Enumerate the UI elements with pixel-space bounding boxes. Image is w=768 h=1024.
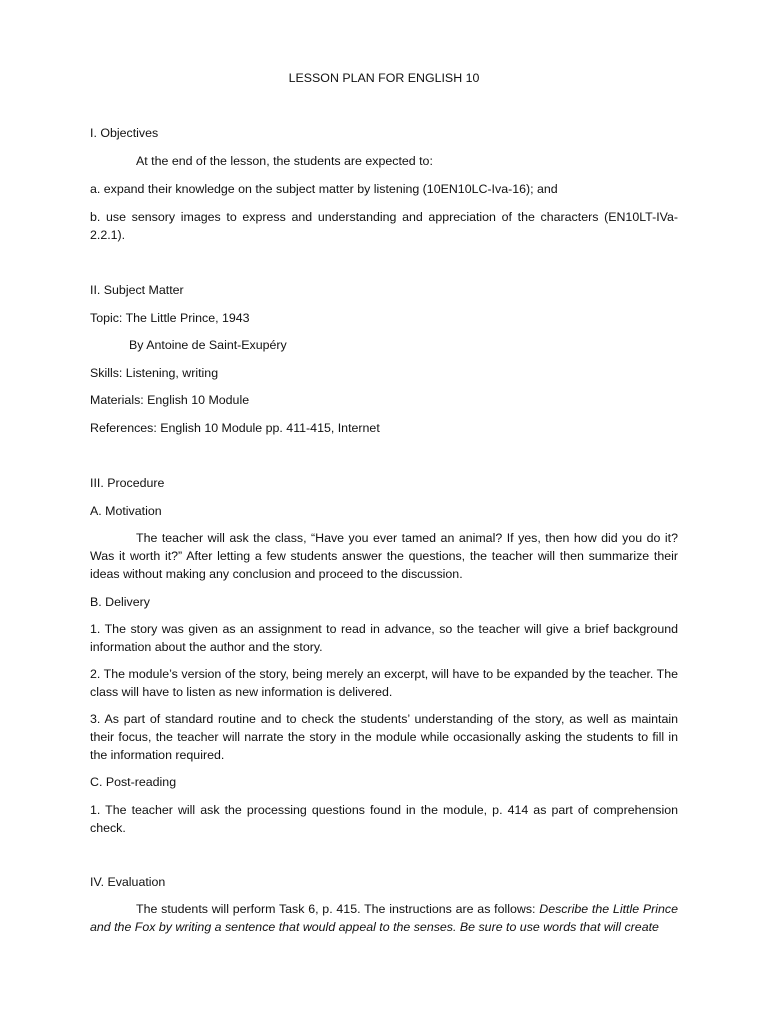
subject-materials: Materials: English 10 Module: [90, 393, 250, 407]
document-title: LESSON PLAN FOR ENGLISH 10: [288, 71, 480, 85]
evaluation-paragraph: [90, 900, 678, 936]
delivery-item-3: 3. As part of standard routine and to check the students’ understanding of the story, as well as maintain their focus, the teacher will narrate the story in the module while occasionally asking the students to fill in the information required.: [90, 712, 678, 762]
post-reading-item-1: 1. The teacher will ask the processing questions found in the module, p. 414 as part of comprehension check.: [90, 803, 678, 835]
subject-matter-heading: II. Subject Matter: [90, 283, 184, 297]
objective-a: a. expand their knowledge on the subject matter by listening (10EN10LC-Iva-16); and: [90, 182, 558, 196]
evaluation-instructions: Describe the Little Prince and the Fox by writing a sentence that would appeal to the senses. Be sure to use words that will create: [90, 902, 678, 934]
evaluation-heading: IV. Evaluation: [90, 875, 166, 889]
subject-author: By Antoine de Saint-Exupéry: [129, 338, 287, 352]
delivery-heading: B. Delivery: [90, 595, 150, 609]
motivation-text: The teacher will ask the class, “Have you ever tamed an animal? If yes, then how did you do it? Was it worth it?” After letting a few students answer the questions, the teacher will then summarize their ideas without making any conclusion and proceed to the discussion.: [90, 531, 678, 581]
subject-topic: Topic: The Little Prince, 1943: [90, 311, 250, 325]
motivation-paragraph: [90, 529, 678, 583]
objectives-intro: At the end of the lesson, the students are expected to:: [136, 154, 433, 168]
subject-references: References: English 10 Module pp. 411-415, Internet: [90, 421, 380, 435]
objective-b: b. use sensory images to express and understanding and appreciation of the characters (EN10LT-IVa-2.2.1).: [90, 210, 678, 242]
subject-skills: Skills: Listening, writing: [90, 366, 219, 380]
delivery-item-1: 1. The story was given as an assignment to read in advance, so the teacher will give a brief background information about the author and the story.: [90, 622, 678, 654]
motivation-heading: A. Motivation: [90, 504, 162, 518]
procedure-heading: III. Procedure: [90, 476, 165, 490]
post-reading-heading: C. Post-reading: [90, 775, 177, 789]
evaluation-text: The students will perform Task 6, p. 415. The instructions are as follows:: [136, 902, 540, 916]
delivery-item-2: 2. The module’s version of the story, being merely an excerpt, will have to be expanded by the teacher. The class will have to listen as new information is delivered.: [90, 667, 678, 699]
objectives-heading: I. Objectives: [90, 126, 159, 140]
